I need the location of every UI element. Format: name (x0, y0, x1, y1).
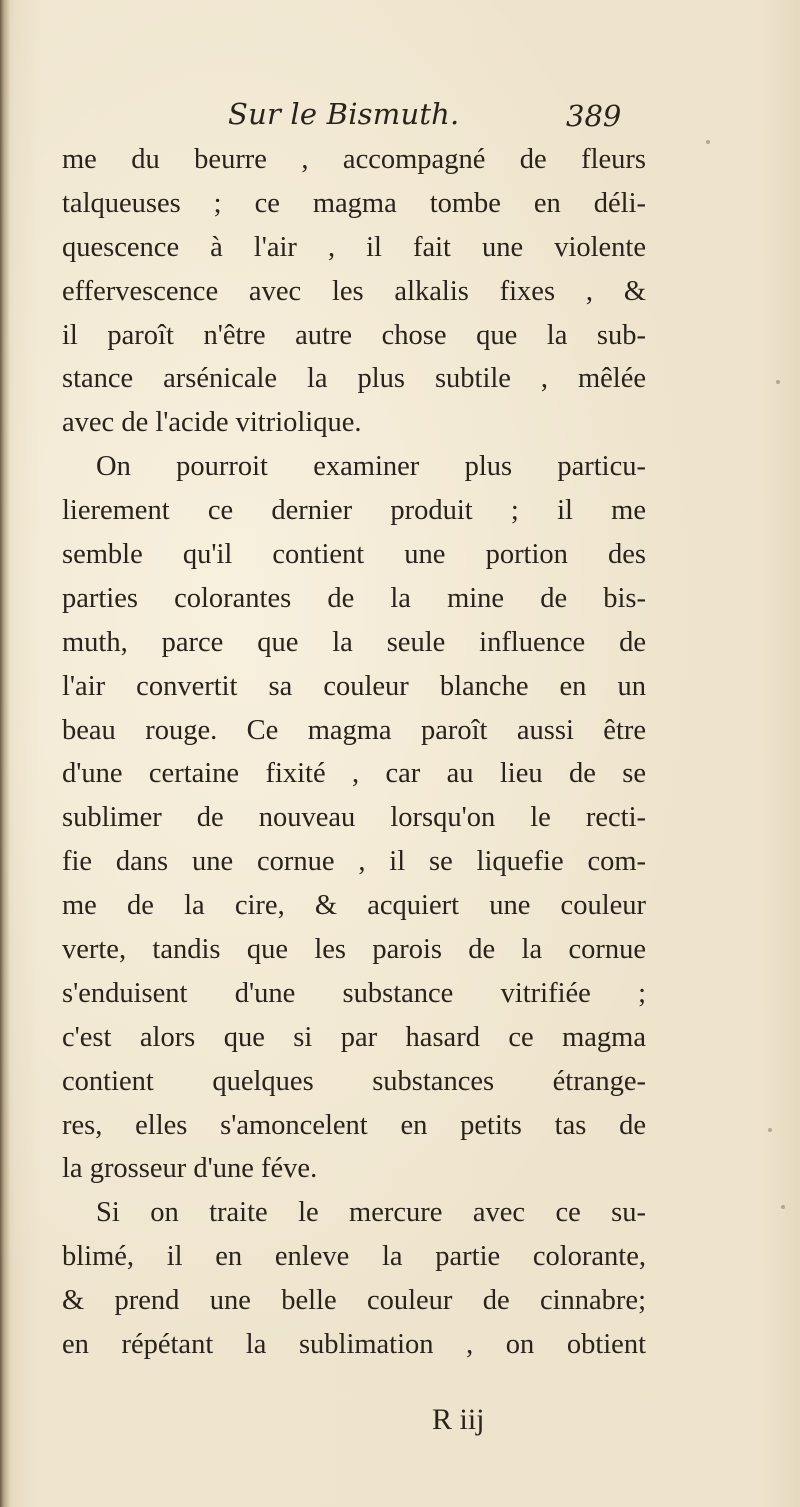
page-header (0, 96, 800, 136)
running-title: Sur le Bismuth. (228, 97, 460, 131)
paper-speck (768, 1128, 772, 1132)
body-text (62, 138, 646, 1367)
text-line-20: s'enduisent d'une substance vitrifiée ; (62, 977, 646, 1009)
paper-speck (781, 1205, 785, 1209)
text-line-19: verte, tandis que les parois de la cornue (62, 934, 646, 966)
text-line-5: il paroît n'être autre chose que la sub- (62, 319, 646, 351)
text-line-9: lierement ce dernier produit ; il me (62, 495, 646, 527)
text-line-17: fie dans une cornue , il se liquefie com- (62, 846, 646, 878)
text-line-11: parties colorantes de la mine de bis- (62, 582, 646, 614)
text-line-12: muth, parce que la seule influence de (62, 626, 646, 658)
text-line-28: en répétant la sublimation , on obtient (62, 1329, 646, 1361)
text-line-23: res, elles s'amoncelent en petits tas de (62, 1109, 646, 1141)
text-line-18: me de la cire, & acquiert une couleur (62, 890, 646, 922)
text-line-7: avec de l'acide vitriolique. (62, 407, 362, 439)
text-line-27: & prend une belle couleur de cinnabre; (62, 1285, 646, 1317)
text-line-4: effervescence avec les alkalis fixes , & (62, 275, 646, 307)
binding-edge (0, 0, 10, 1507)
page-number: 389 (566, 99, 622, 133)
text-line-26: blimé, il en enleve la partie colorante, (62, 1241, 646, 1273)
text-line-21: c'est alors que si par hasard ce magma (62, 1021, 646, 1053)
text-line-6: stance arsénicale la plus subtile , mêlée (62, 363, 646, 395)
paper-speck (706, 140, 710, 144)
signature-mark: R iij (432, 1403, 485, 1436)
text-line-8: On pourroit examiner plus particu- (96, 451, 646, 483)
text-line-1: me du beurre , accompagné de fleurs (62, 144, 646, 175)
text-line-10: semble qu'il contient une portion des (62, 539, 646, 571)
text-line-14: beau rouge. Ce magma paroît aussi être (62, 714, 646, 746)
text-line-16: sublimer de nouveau lorsqu'on le recti- (62, 802, 646, 834)
text-line-2: talqueuses ; ce magma tombe en déli- (62, 187, 646, 219)
text-line-25: Si on traite le mercure avec ce su- (96, 1197, 646, 1229)
text-line-15: d'une certaine fixité , car au lieu de se (62, 758, 646, 790)
text-line-13: l'air convertit sa couleur blanche en un (62, 670, 646, 702)
text-line-22: contient quelques substances étrange- (62, 1065, 646, 1097)
text-line-24: la grosseur d'une féve. (62, 1153, 318, 1185)
paper-speck (776, 380, 780, 384)
text-line-3: quescence à l'air , il fait une violente (62, 231, 646, 263)
